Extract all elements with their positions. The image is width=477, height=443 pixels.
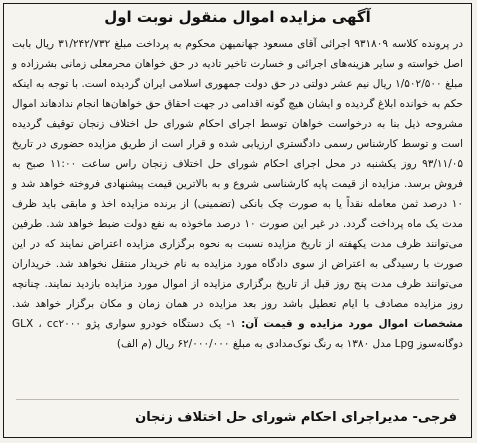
notice-body xyxy=(12,34,463,354)
notice-frame xyxy=(3,3,472,438)
items-heading: مشخصات اموال مورد مزایده و قیمت آن: xyxy=(241,318,463,330)
items-text: ۱- یک دستگاه خودرو سواری پژو GLX ، cc۲۰۰۰ دوگانه‌سوز Lpg مدل ۱۳۸۰ به رنگ نوک‌مدادی به مبلغ ۶۲/۰۰۰/۰۰۰ ریال (م الف) xyxy=(12,318,463,350)
signature-divider xyxy=(16,399,459,400)
notice-title: آگهی مزایده اموال منقول نوبت اول xyxy=(104,8,371,26)
signature: فرجی- مدیراجرای احکام شورای حل اختلاف زنجان xyxy=(135,410,457,425)
notice-body-text: در پرونده کلاسه ۹۳۱۸۰۹ اجرائی آقای مسعود جهانمیهن محکوم به پرداخت مبلغ ۳۱/۲۴۲/۷۳۲ ریال بابت اصل خواسته و سایر هزینه‌های اجرائی و خسارت تاخیر تادیه در حق خواهان محرمعلی زمانی بشرزاده و مبلغ ۱/۵۰۲/۵۰۰ ریال نیم عشر دولتی در حق دولت جمهوری اسلامی ایران گردیده است. با توجه به اینکه حکم به خوانده ابلاغ گردیده و ایشان هیچ گونه اقدامی در جهت احقاق حق خواهان‌ها انجام ندادهاند اموال مشروحه ذیل بنا به درخواست خواهان توسط اجرای احکام شورای حل اختلاف زنجان توقیف گردیده است و توسط کارشناس رسمی دادگستری ارزیابی شده و قرار است از طریق مزایده حضوری در تاریخ ۹۳/۱۱/۰۵ روز یکشنبه در محل اجرای احکام شورای حل اختلاف زنجان راس ساعت ۱۱:۰۰ صبح به فروش برسد. مزایده از قیمت پایه کارشناسی شروع و به بالاترین قیمت پیشنهادی فروخته خواهد شد و ۱۰ درصد ثمن معامله نقداً یا به صورت چک بانکی (تضمینی) از برنده مزایده اخذ و مابقی باید ظرف مدت یک ماه پرداخت گردد. در غیر این صورت ۱۰ درصد ماخوذه به نفع دولت ضبط خواهد شد. طرفین می‌توانند ظرف مدت یکهفته از تاریخ مزایده نسبت به نحوه برگزاری مزایده اعتراض نمایند که در این صورت با رسیدگی به اعتراض از سوی دادگاه مورد مزایده به نام خریدار منتقل نخواهد شد. خریداران می‌توانند ظرف مدت پنج روز قبل از تاریخ برگزاری مزایده از اموال مورد مزایده بازدید نمایند. چنانچه روز مزایده مصادف با ایام تعطیل باشد روز بعد مزایده در همان زمان و مکان برگزار خواهد شد. xyxy=(12,38,464,310)
